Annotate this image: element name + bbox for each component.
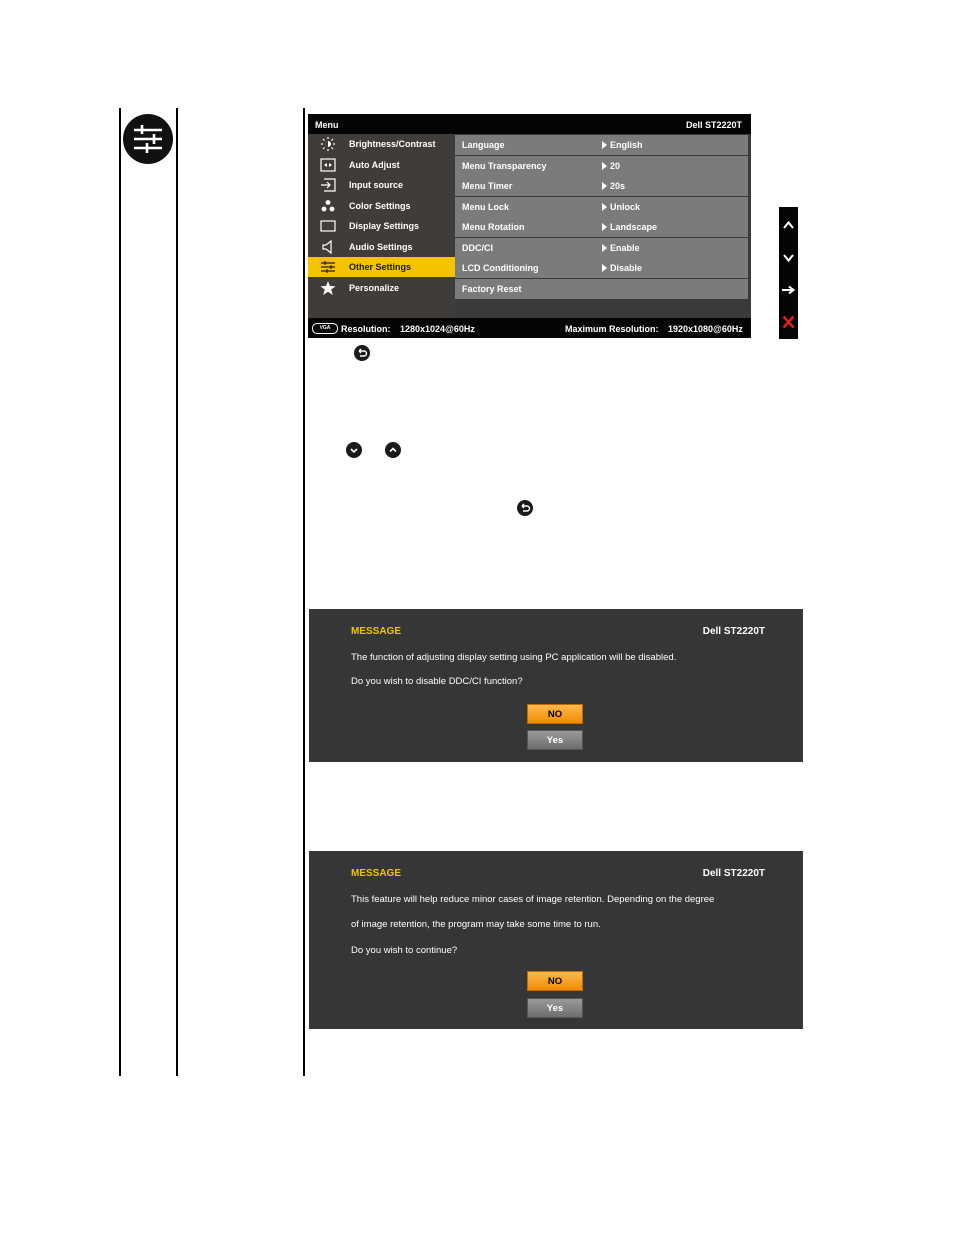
menu-item-label: Color Settings	[349, 201, 411, 211]
display-settings-icon	[320, 219, 336, 233]
ddc-ci-message-dialog	[309, 609, 803, 762]
max-resolution-value: 1920x1080@60Hz	[668, 324, 743, 334]
exit-button[interactable]	[779, 306, 798, 339]
close-x-icon	[779, 306, 798, 339]
option-name: LCD Conditioning	[462, 263, 539, 273]
option-name: Menu Transparency	[462, 161, 547, 171]
dialog-title: MESSAGE	[351, 868, 402, 879]
down-button-icon	[346, 442, 362, 458]
option-name: Menu Lock	[462, 202, 510, 212]
triangle-right-icon	[602, 264, 607, 272]
option-name: Factory Reset	[462, 284, 522, 294]
max-resolution-label: Maximum Resolution:	[565, 324, 659, 334]
input-source-icon	[320, 178, 336, 192]
menu-item-auto-adjust[interactable]	[308, 155, 455, 175]
lcd-conditioning-message-dialog	[309, 851, 803, 1029]
option-menu-lock[interactable]	[455, 197, 748, 217]
option-menu-transparency[interactable]	[455, 156, 748, 176]
back-button-icon	[517, 500, 533, 516]
down-arrow-icon	[779, 240, 798, 273]
option-name: Menu Timer	[462, 181, 513, 191]
up-button-icon	[385, 442, 401, 458]
dialog-model: Dell ST2220T	[702, 626, 765, 637]
option-menu-timer[interactable]	[455, 176, 748, 196]
menu-item-other-settings[interactable]	[308, 257, 455, 277]
menu-item-display-settings[interactable]	[308, 216, 455, 236]
dialog-title: MESSAGE	[351, 626, 402, 637]
sliders-icon	[320, 260, 336, 274]
dialog-question: Do you wish to disable DDC/CI function?	[351, 676, 523, 687]
option-value: English	[602, 140, 643, 150]
no-button[interactable]: NO	[527, 704, 583, 724]
option-name: Language	[462, 140, 505, 150]
option-value: 20s	[602, 181, 625, 191]
option-value: Enable	[602, 243, 640, 253]
osd-main-menu	[308, 134, 455, 318]
menu-item-brightness-contrast[interactable]	[308, 134, 455, 154]
triangle-right-icon	[602, 244, 607, 252]
resolution-label: Resolution:	[341, 324, 391, 334]
table-left-border	[119, 108, 121, 1076]
table-column-divider-1	[176, 108, 178, 1076]
menu-item-label: Other Settings	[349, 262, 412, 272]
star-icon	[320, 281, 336, 295]
menu-item-input-source[interactable]	[308, 175, 455, 195]
option-value: 20	[602, 161, 620, 171]
other-settings-icon	[123, 114, 173, 164]
enter-button[interactable]	[779, 273, 798, 306]
option-lcd-conditioning[interactable]	[455, 258, 748, 278]
osd-menu	[308, 114, 751, 338]
menu-item-audio-settings[interactable]	[308, 237, 455, 257]
menu-item-label: Auto Adjust	[349, 160, 400, 170]
option-name: DDC/CI	[462, 243, 493, 253]
vga-input-icon: VGA	[312, 323, 338, 334]
triangle-right-icon	[602, 141, 607, 149]
auto-adjust-icon	[320, 158, 336, 172]
up-arrow-icon	[779, 207, 798, 240]
option-menu-rotation[interactable]	[455, 217, 748, 237]
down-button[interactable]	[779, 240, 798, 273]
no-button[interactable]: NO	[527, 971, 583, 991]
dialog-message-line: The function of adjusting display setting using PC application will be disabled.	[351, 652, 677, 663]
color-settings-icon	[320, 199, 336, 213]
dialog-message-line: of image retention, the program may take some time to run.	[351, 919, 601, 930]
option-value: Disable	[602, 263, 642, 273]
sliders-icon	[123, 114, 173, 164]
osd-status-bar	[308, 318, 751, 338]
brightness-icon	[320, 137, 336, 151]
option-value: Landscape	[602, 222, 657, 232]
table-column-divider-2	[303, 108, 305, 1076]
option-name: Menu Rotation	[462, 222, 525, 232]
yes-button[interactable]: Yes	[527, 998, 583, 1018]
up-button[interactable]	[779, 207, 798, 240]
osd-menu-title: Menu	[315, 120, 339, 130]
speaker-icon	[320, 240, 336, 254]
option-value: Unlock	[602, 202, 640, 212]
menu-item-personalize[interactable]	[308, 278, 455, 298]
osd-header	[308, 114, 751, 134]
menu-item-color-settings[interactable]	[308, 196, 455, 216]
yes-button[interactable]: Yes	[527, 730, 583, 750]
back-button-icon	[354, 345, 370, 361]
menu-item-label: Audio Settings	[349, 242, 413, 252]
resolution-value: 1280x1024@60Hz	[400, 324, 475, 334]
dialog-message-line: This feature will help reduce minor cases of image retention. Depending on the degree	[351, 894, 715, 905]
menu-item-label: Display Settings	[349, 221, 420, 231]
menu-item-label: Input source	[349, 180, 404, 190]
triangle-right-icon	[602, 182, 607, 190]
osd-options-panel	[455, 134, 751, 318]
option-factory-reset[interactable]	[455, 279, 748, 299]
dialog-model: Dell ST2220T	[702, 868, 765, 879]
enter-arrow-icon	[779, 273, 798, 306]
osd-model-name: Dell ST2220T	[685, 120, 742, 130]
triangle-right-icon	[602, 162, 607, 170]
dialog-question: Do you wish to continue?	[351, 945, 458, 956]
menu-item-label: Brightness/Contrast	[349, 139, 436, 149]
menu-item-label: Personalize	[349, 283, 400, 293]
triangle-right-icon	[602, 223, 607, 231]
option-language[interactable]	[455, 135, 748, 155]
osd-side-buttons	[779, 207, 798, 339]
triangle-right-icon	[602, 203, 607, 211]
option-ddc-ci[interactable]	[455, 238, 748, 258]
